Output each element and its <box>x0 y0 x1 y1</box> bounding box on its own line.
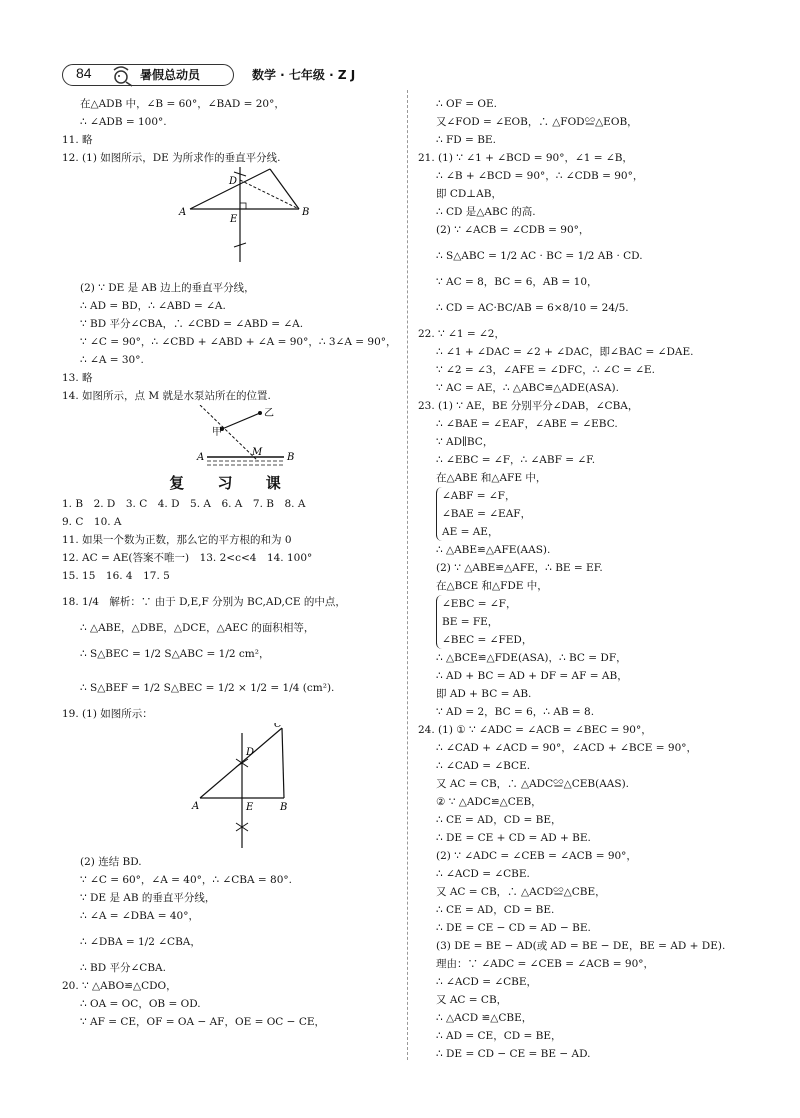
label-a: A <box>179 207 187 218</box>
page-number: 84 <box>76 65 92 81</box>
text-line: ∴ DE = CD − CE = BE − AD. <box>436 1048 591 1060</box>
text-line: ∴ ∠ACD = ∠CBE， <box>436 976 538 988</box>
text-line: 1. B 2. D 3. C 4. D 5. A 6. A 7. B 8. A <box>62 498 306 510</box>
triangle-bisector-diagram <box>62 723 402 853</box>
label-a: A <box>192 801 200 812</box>
text-line: ∴ ∠EBC = ∠F，∴ ∠ABF = ∠F. <box>436 454 596 466</box>
perpendicular-bisector-diagram <box>62 167 402 279</box>
figure-19 <box>62 723 402 853</box>
text-line: 23. (1) ∵ AE，BE 分别平分∠DAB，∠CBA， <box>418 400 639 412</box>
text-line: (2) 连结 BD. <box>80 856 142 868</box>
text-line: AE = AE， <box>442 526 499 538</box>
text-line: 12. AC = AE(答案不唯一) 13. 2<c<4 14. 100° <box>62 552 313 564</box>
text-line: ∴ △ACD ≌△CBE， <box>436 1012 533 1024</box>
text-line: 即 AD + BC = AB. <box>436 688 532 700</box>
text-line: ∴ BD 平分∠CBA. <box>80 962 166 974</box>
text-line: ∴ OF = OE. <box>436 98 497 110</box>
text-line: (2) ∵ ∠ACB = ∠CDB = 90°， <box>436 224 590 236</box>
text-line: ∴ ∠B + ∠BCD = 90°，∴ ∠CDB = 90°， <box>436 170 644 182</box>
text-line: ∴ DE = CE + CD = AD + BE. <box>436 832 591 844</box>
text-line: ∴ S△BEC = 1/2 S△ABC = 1/2 cm²， <box>80 648 270 660</box>
text-line: ∵ AF = CE，OF = OA − AF，OE = OC − CE， <box>80 1016 326 1028</box>
text-line: ∵ AD∥BC， <box>436 436 494 448</box>
text-line: ∴ ∠CAD = ∠BCE. <box>436 760 531 772</box>
text-line: ∴ CE = AD，CD = BE. <box>436 904 555 916</box>
figure-14 <box>62 405 402 471</box>
text-line: BE = FE， <box>442 616 499 628</box>
text-line: 24. (1) ① ∵ ∠ADC = ∠ACB = ∠BEC = 90°， <box>418 724 652 736</box>
label-jia: 甲 <box>212 427 222 438</box>
text-line: ∵ ∠C = 90°，∴ ∠CBD + ∠ABD + ∠A = 90°，∴ 3∠A = 90°， <box>80 336 397 348</box>
text-line: ∠EBC = ∠F， <box>442 598 517 610</box>
text-line: 14. 如图所示，点 M 就是水泵站所在的位置. <box>62 390 271 402</box>
right-column <box>418 95 748 1063</box>
mascot-icon <box>106 62 136 88</box>
text-line: ∠BEC = ∠FED， <box>442 634 533 646</box>
text-line: 22. ∵ ∠1 = ∠2， <box>418 328 505 340</box>
text-line: ∴ AD + BC = AD + DF = AF = AB， <box>436 670 628 682</box>
text-line: 11. 如果一个数为正数，那么它的平方根的和为 0 <box>62 534 292 546</box>
page-header <box>62 62 392 88</box>
label-m: M <box>252 447 263 458</box>
text-line: ∴ ∠DBA = 1/2 ∠CBA， <box>80 936 201 948</box>
text-line: ∴ ∠1 + ∠DAC = ∠2 + ∠DAC，即∠BAC = ∠DAE. <box>436 346 694 358</box>
text-line: 15. 15 16. 4 17. 5 <box>62 570 170 582</box>
label-e: E <box>230 214 238 225</box>
text-line: ∵ ∠2 = ∠3，∠AFE = ∠DFC，∴ ∠C = ∠E. <box>436 364 655 376</box>
column-divider <box>407 90 408 1060</box>
text-line: ∵ DE 是 AB 的垂直平分线， <box>80 892 216 904</box>
text-line: ∴ ∠A = 30°. <box>80 354 144 366</box>
text-line: 在△ABE 和△AFE 中， <box>436 472 547 484</box>
label-e: E <box>246 802 254 813</box>
text-line: ∵ BD 平分∠CBA，∴ ∠CBD = ∠ABD = ∠A. <box>80 318 304 330</box>
text-line: (2) ∵ DE 是 AB 边上的垂直平分线， <box>80 282 255 294</box>
text-line: (2) ∵ △ABE≌△AFE，∴ BE = EF. <box>436 562 603 574</box>
text-line: 12. (1) 如图所示，DE 为所求作的垂直平分线. <box>62 152 281 164</box>
text-line: ∴ △ABE，△DBE，△DCE，△AEC 的面积相等， <box>80 622 315 634</box>
text-line: ∴ △BCE≌△FDE(ASA)，∴ BC = DF， <box>436 652 627 664</box>
text-line: 11. 略 <box>62 134 93 146</box>
label-c <box>273 167 281 170</box>
text-line: ∴ ∠CAD + ∠ACD = 90°，∠ACD + ∠BCE = 90°， <box>436 742 698 754</box>
text-line: ∴ CE = AD，CD = BE， <box>436 814 562 826</box>
text-line: ② ∵ △ADC≌△CEB， <box>436 796 542 808</box>
text-line: ∴ AD = CE，CD = BE， <box>436 1030 562 1042</box>
label-a: A <box>197 452 205 463</box>
text-line: ∴ FD = BE. <box>436 134 496 146</box>
condition-brace <box>436 595 748 649</box>
text-line: (3) DE = BE − AD(或 AD = BE − DE，BE = AD + DE). <box>436 940 726 952</box>
text-line: 又 AC = CB，∴ △ADC≌△CEB(AAS). <box>436 778 630 790</box>
label-d: D <box>229 176 238 187</box>
text-line: 18. 1/4 解析：∵ 由于 D,E,F 分别为 BC,AD,CE 的中点， <box>62 596 346 608</box>
text-line: 又∠FOD = ∠EOB，∴ △FOD≌△EOB， <box>436 116 638 128</box>
text-line: 在△ADB 中，∠B = 60°，∠BAD = 20°， <box>80 98 285 110</box>
text-line: ∴ S△BEF = 1/2 S△BEC = 1/2 × 1/2 = 1/4 (cm²). <box>80 682 335 694</box>
text-line: ∵ AD = 2，BC = 6，∴ AB = 8. <box>436 706 595 718</box>
text-line: ∠BAE = ∠EAF， <box>442 508 532 520</box>
text-line: 即 CD⊥AB， <box>436 188 502 200</box>
text-line: ∴ CD 是△ABC 的高. <box>436 206 536 218</box>
text-line: 在△BCE 和△FDE 中， <box>436 580 548 592</box>
label-b: B <box>280 802 288 813</box>
section-title-review: 复 习 课 <box>169 474 295 492</box>
condition-brace <box>436 487 748 541</box>
text-line: ∴ ∠A = ∠DBA = 40°， <box>80 910 199 922</box>
subject-grade: 数学 · 七年级 · Z J <box>252 68 356 82</box>
figure-12 <box>62 167 402 279</box>
text-line: ∵ AC = 8，BC = 6，AB = 10， <box>436 276 598 288</box>
text-line: 理由：∵ ∠ADC = ∠CEB = ∠ACB = 90°， <box>436 958 655 970</box>
text-line: 13. 略 <box>62 372 93 384</box>
text-line: ∴ AD = BD，∴ ∠ABD = ∠A. <box>80 300 226 312</box>
label-c: C <box>274 723 282 730</box>
text-line: ∴ CD = AC·BC/AB = 6×8/10 = 24/5. <box>436 302 629 314</box>
label-yi: 乙 <box>264 408 274 419</box>
text-line: ∴ S△ABC = 1/2 AC · BC = 1/2 AB · CD. <box>436 250 643 262</box>
text-line: ∴ △ABE≌△AFE(AAS). <box>436 544 551 556</box>
text-line: ∠ABF = ∠F， <box>442 490 516 502</box>
left-column <box>62 95 402 1031</box>
text-line: 又 AC = CB，∴ △ACD≌△CBE， <box>436 886 606 898</box>
label-d: D <box>246 747 255 758</box>
label-b: B <box>302 207 310 218</box>
text-line: 又 AC = CB， <box>436 994 508 1006</box>
book-title: 暑假总动员 <box>140 68 201 82</box>
text-line: 9. C 10. A <box>62 516 122 528</box>
text-line: ∴ ∠ACD = ∠CBE. <box>436 868 530 880</box>
label-b: B <box>287 452 295 463</box>
text-line: ∴ ∠ADB = 100°. <box>80 116 167 128</box>
text-line: ∴ ∠BAE = ∠EAF，∠ABE = ∠EBC. <box>436 418 618 430</box>
text-line: ∴ OA = OC，OB = OD. <box>80 998 201 1010</box>
text-line: (2) ∵ ∠ADC = ∠CEB = ∠ACB = 90°， <box>436 850 637 862</box>
text-line: 21. (1) ∵ ∠1 + ∠BCD = 90°，∠1 = ∠B， <box>418 152 633 164</box>
text-line: ∴ DE = CE − CD = AD − BE. <box>436 922 591 934</box>
text-line: ∵ AC = AE，∴ △ABC≌△ADE(ASA). <box>436 382 619 394</box>
text-line: 19. (1) 如图所示： <box>62 708 153 720</box>
text-line: 20. ∵ △ABO≌△CDO， <box>62 980 177 992</box>
pump-station-diagram <box>62 405 402 471</box>
text-line: ∵ ∠C = 60°，∠A = 40°，∴ ∠CBA = 80°. <box>80 874 292 886</box>
